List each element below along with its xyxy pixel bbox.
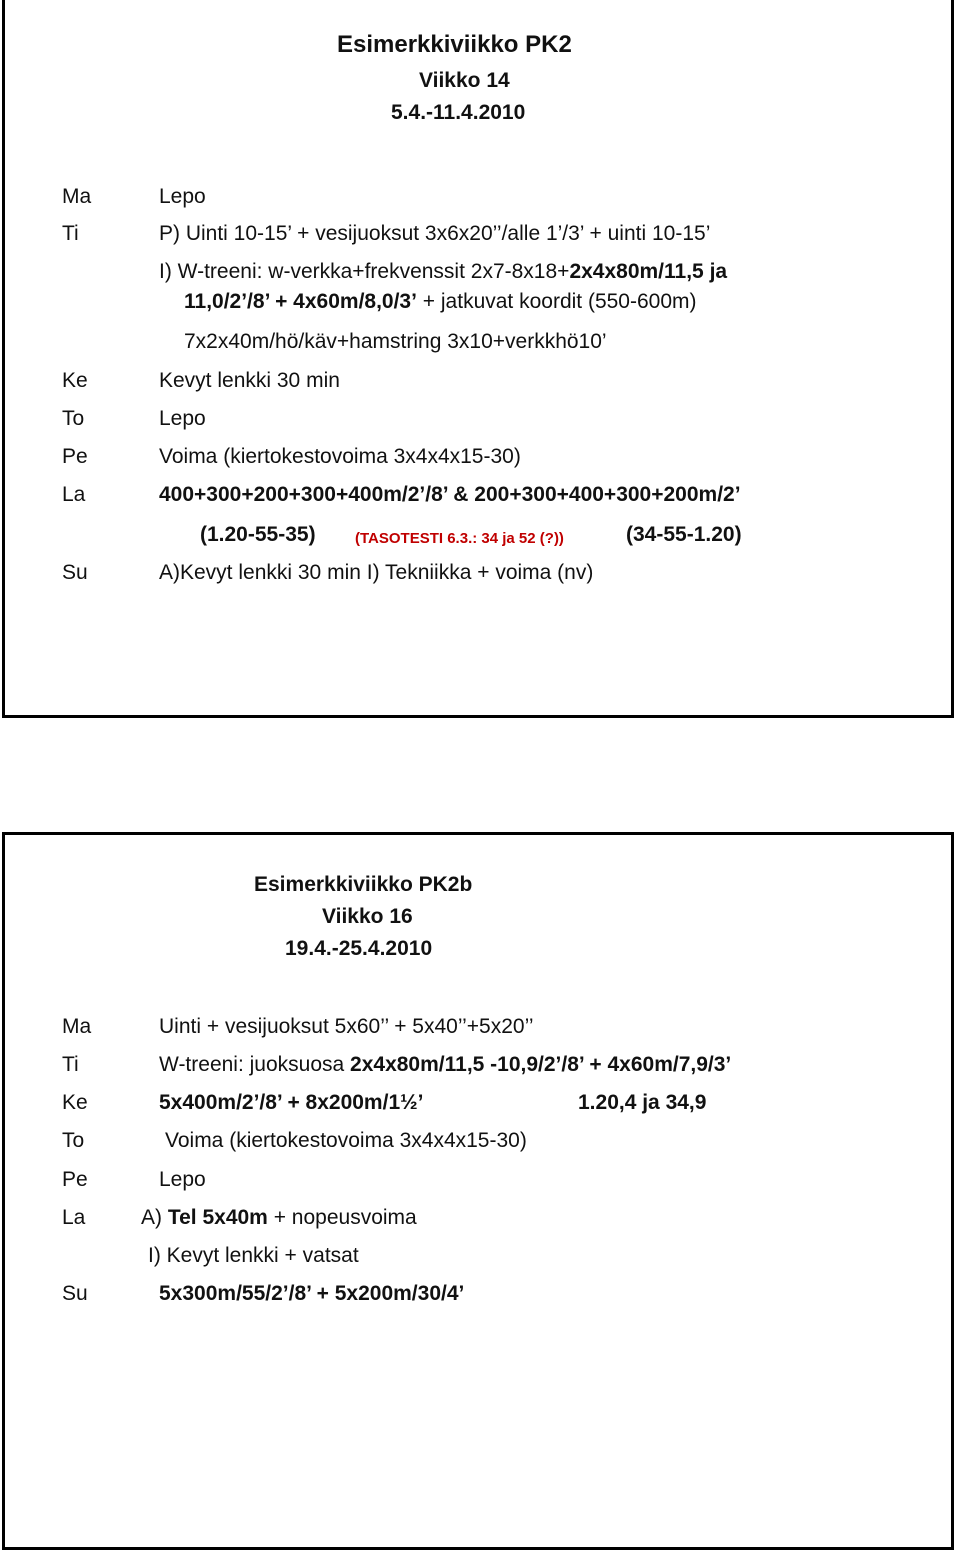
week2-su-text: 5x300m/55/2’/8’ + 5x200m/30/4’: [159, 1282, 465, 1305]
week1-ti-i-text-1: I) W-treeni: w-verkka+frekvenssit 2x7-8x18+2x4x80m/11,5 ja: [159, 260, 728, 283]
week2-la-a-text: A) Tel 5x40m + nopeusvoima: [141, 1206, 417, 1229]
week1-la-pace-1: (1.20-55-35): [200, 523, 316, 546]
week2-day-to: To: [62, 1129, 85, 1152]
week2-number: Viikko 16: [322, 905, 413, 928]
week2-ma-text: Uinti + vesijuoksut 5x60’’ + 5x40’’+5x20’’: [159, 1015, 534, 1038]
week1-number: Viikko 14: [419, 69, 510, 92]
week2-day-ma: Ma: [62, 1015, 92, 1038]
week2-ti-text: W-treeni: juoksuosa 2x4x80m/11,5 -10,9/2’/8’ + 4x60m/7,9/3’: [159, 1053, 732, 1076]
week1-la-testnote: (TASOTESTI 6.3.: 34 ja 52 (?)): [355, 530, 564, 547]
week1-day-ti: Ti: [62, 222, 79, 245]
week1-ke-text: Kevyt lenkki 30 min: [159, 369, 340, 392]
week1-day-su: Su: [62, 561, 88, 584]
week2-pe-text: Lepo: [159, 1168, 206, 1191]
week2-la-i-text: I) Kevyt lenkki + vatsat: [148, 1244, 359, 1267]
week1-day-ke: Ke: [62, 369, 88, 392]
week2-day-ke: Ke: [62, 1091, 88, 1114]
week1-day-la: La: [62, 483, 86, 506]
week1-ti-p-text: P) Uinti 10-15’ + vesijuoksut 3x6x20’’/alle 1’/3’ + uinti 10-15’: [159, 222, 711, 245]
week2-dates: 19.4.-25.4.2010: [285, 937, 433, 960]
week1-ma-text: Lepo: [159, 185, 206, 208]
week2-to-text: Voima (kiertokestovoima 3x4x4x15-30): [165, 1129, 527, 1152]
week1-title: Esimerkkiviikko PK2: [337, 31, 572, 58]
week1-day-to: To: [62, 407, 85, 430]
week-panel-pk2b: [2, 832, 954, 1550]
week1-pe-text: Voima (kiertokestovoima 3x4x4x15-30): [159, 445, 521, 468]
week1-to-text: Lepo: [159, 407, 206, 430]
week2-title: Esimerkkiviikko PK2b: [254, 873, 473, 896]
week2-day-su: Su: [62, 1282, 88, 1305]
week2-ke-times: 1.20,4 ja 34,9: [578, 1091, 707, 1114]
week2-day-pe: Pe: [62, 1168, 88, 1191]
week1-dates: 5.4.-11.4.2010: [391, 101, 526, 124]
week1-la-text: 400+300+200+300+400m/2’/8’ & 200+300+400+300+200m/2’: [159, 483, 741, 506]
week1-day-pe: Pe: [62, 445, 88, 468]
week1-ti-i-text-3: 7x2x40m/hö/käv+hamstring 3x10+verkkhö10’: [184, 330, 607, 353]
week1-ti-i-text-2: 11,0/2’/8’ + 4x60m/8,0/3’ + jatkuvat koordit (550-600m): [184, 290, 697, 313]
week1-la-pace-2: (34-55-1.20): [626, 523, 742, 546]
week1-su-text: A)Kevyt lenkki 30 min I) Tekniikka + voima (nv): [159, 561, 594, 584]
week1-day-ma: Ma: [62, 185, 92, 208]
week2-day-ti: Ti: [62, 1053, 79, 1076]
week2-ke-text: 5x400m/2’/8’ + 8x200m/1½’: [159, 1091, 424, 1114]
week2-day-la: La: [62, 1206, 86, 1229]
